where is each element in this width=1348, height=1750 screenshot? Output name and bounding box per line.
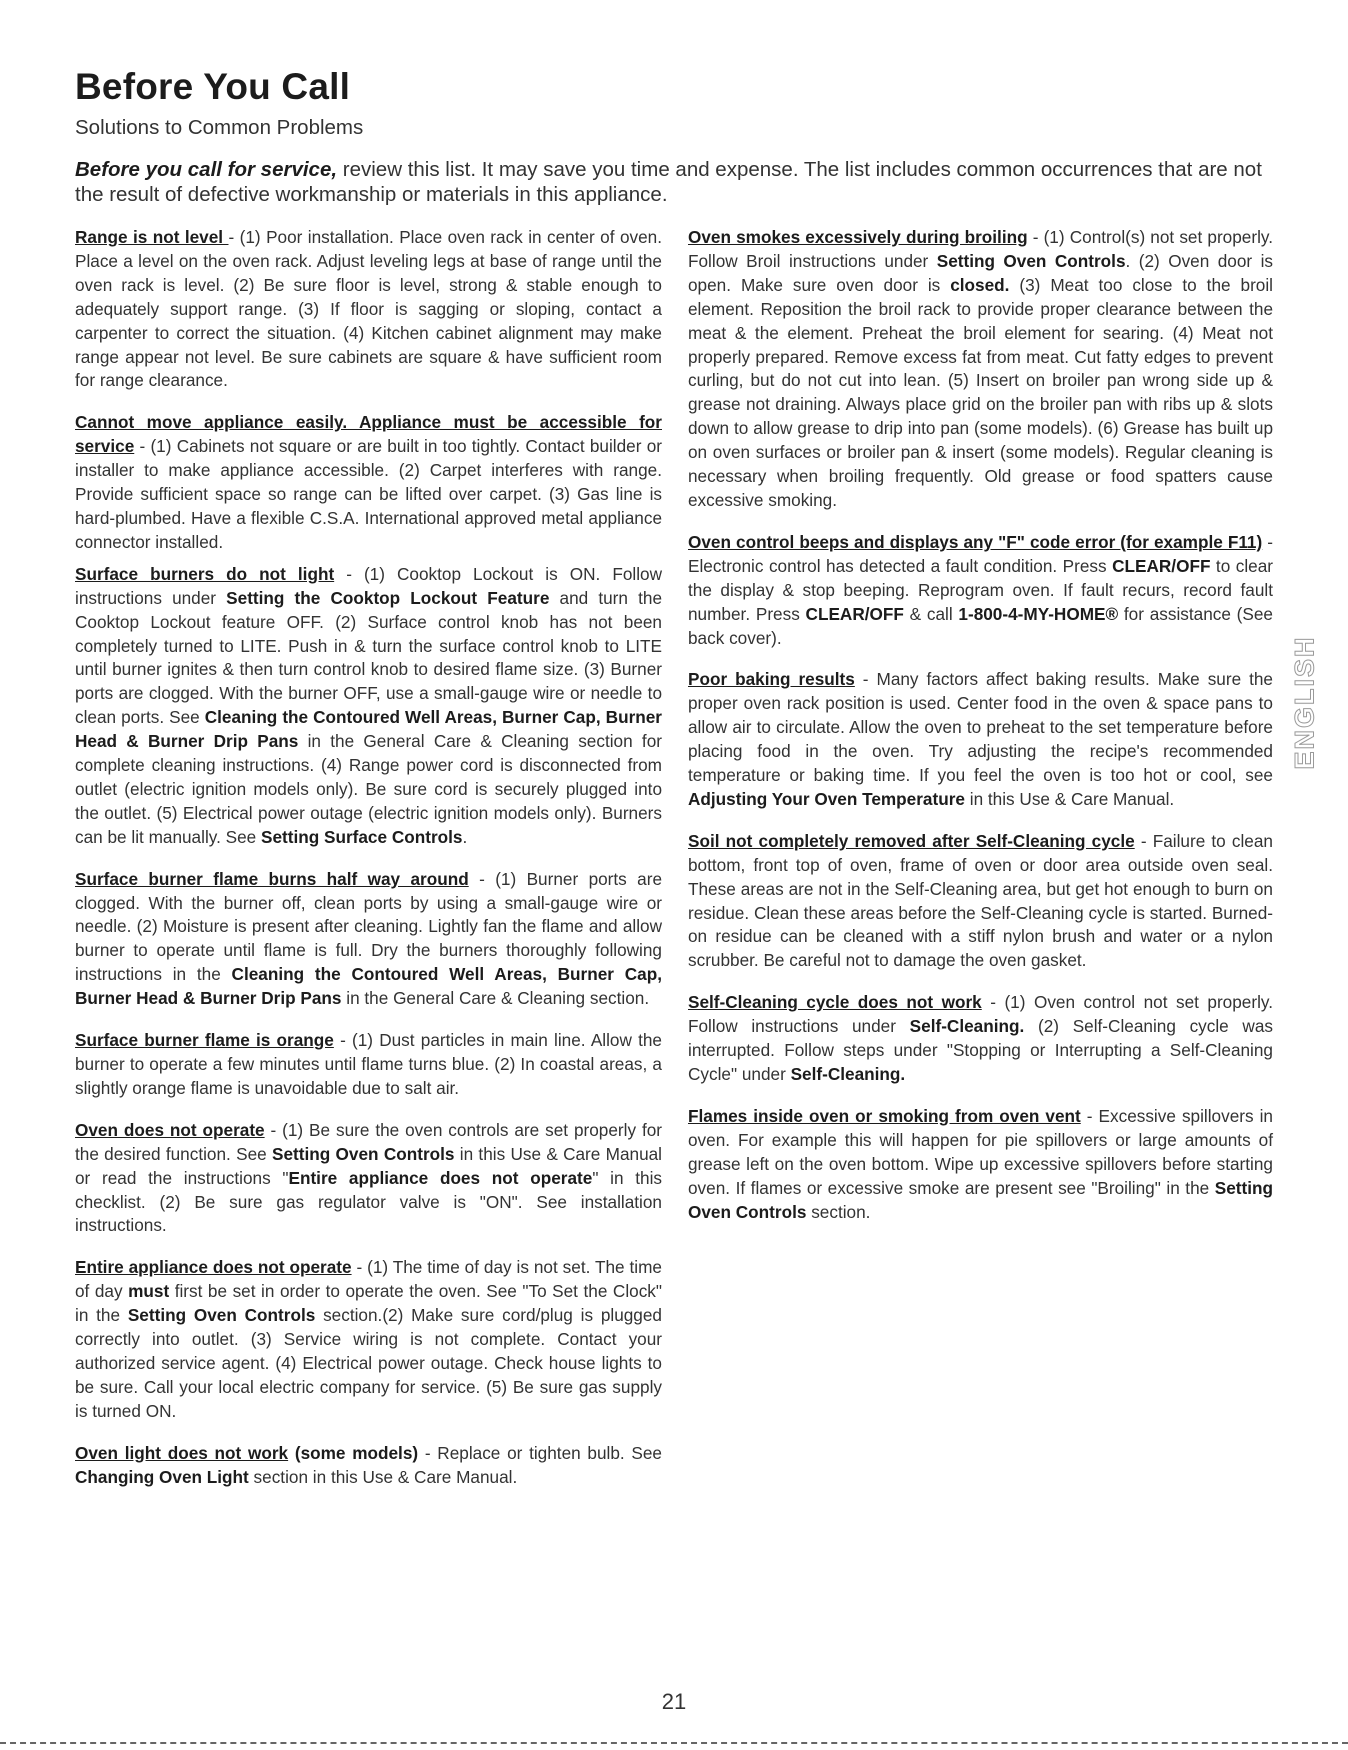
entry-text: in this Use & Care Manual or read the instructions " xyxy=(75,1143,662,1188)
entry-text: - (1) Burner ports are clogged. With the burner off, clean ports by using a small-gauge wire or needle. (2) Moisture is present after cleaning. Lightly fan the flame and allow burner to operate until flame is full. Dry the burners thoroughly following instructions in the xyxy=(75,868,662,985)
page-number: 21 xyxy=(661,1689,687,1714)
problem-heading: Surface burner flame is orange xyxy=(75,1030,334,1051)
troubleshooting-entry xyxy=(75,1256,662,1423)
bottom-divider xyxy=(0,1742,1348,1744)
bold-reference: CLEAR/OFF xyxy=(1112,555,1211,576)
entry-text: - Failure to clean bottom, front top of oven, frame of oven or door area outside oven seal. These areas are not in the Self-Cleaning area, but get hot enough to burn on residue. Clean these areas before the Self-Cleaning cycle is started. Burned-on residue can be cleaned with a stiff nylon brush and water or a nylon scrubber. Be careful not to damage the oven gasket. xyxy=(688,830,1273,971)
bold-reference: Entire appliance does not operate xyxy=(288,1167,593,1188)
entry-text: - (1) Control(s) not set properly. Follow Broil instructions under xyxy=(688,227,1273,271)
entry-text: - Replace or tighten bulb. See xyxy=(418,1442,662,1463)
intro-lead: Before you call for service, xyxy=(75,158,338,181)
entry-text: to clear the display & stop beeping. Reprogram oven. If fault recurs, record fault number. Press xyxy=(688,555,1274,624)
troubleshooting-entry xyxy=(75,226,662,393)
problem-heading: Oven light does not work xyxy=(75,1442,289,1463)
entry-text: in the General Care & Cleaning section. xyxy=(341,988,650,1009)
problem-heading: Oven smokes excessively during broiling xyxy=(688,227,1028,247)
bold-reference: Setting Oven Controls xyxy=(272,1143,455,1164)
entry-text: & call xyxy=(903,603,959,624)
problem-heading: Range is not level xyxy=(75,227,229,247)
troubleshooting-entry xyxy=(688,1105,1273,1225)
problem-heading: Poor baking results xyxy=(688,669,855,690)
troubleshooting-entry xyxy=(75,1442,662,1490)
entry-text: - Many factors affect baking results. Make sure the proper oven rack position is used. Center food in the oven & space pans to allow air to circulate. Allow the oven to preheat to the set temperature before placing food in the oven. Try adjusting the recipe's recommended temperature or baking time. If you feel the oven is too hot or cool, see xyxy=(688,669,1273,786)
bold-reference: Setting Oven Controls xyxy=(688,1177,1273,1222)
entry-text: - (1) Oven control not set properly. Follow instructions under xyxy=(688,992,1273,1037)
entry-text: . (2) Oven door is open. Make sure oven door is xyxy=(688,250,1273,295)
problem-heading: Entire appliance does not operate xyxy=(75,1257,352,1278)
entry-text: in this Use & Care Manual. xyxy=(964,788,1175,809)
intro-text: review this list. It may save you time and expense. The list includes common occurrences that are not the result of defective workmanship or materials in this appliance. xyxy=(75,158,1262,206)
entry-text: (2) Self-Cleaning cycle was interrupted. Follow steps under "Stopping or Interrupting a Self-Cleaning Cycle" under xyxy=(688,1016,1274,1084)
entry-text: - (1) The time of day is not set. The time of day xyxy=(75,1257,662,1302)
bold-reference: Cleaning the Contoured Well Areas, Burner Cap, Burner Head & Burner Drip Pans xyxy=(75,964,662,1009)
bold-reference: Cleaning the Contoured Well Areas, Burner Cap, Burner Head & Burner Drip Pans xyxy=(75,707,662,752)
bold-reference: CLEAR/OFF xyxy=(805,603,904,624)
problem-heading: Cannot move appliance easily. Appliance must be accessible for service xyxy=(75,412,662,457)
troubleshooting-entry xyxy=(688,226,1273,513)
troubleshooting-entry xyxy=(75,411,662,554)
troubleshooting-entry xyxy=(688,531,1273,651)
entry-text: - Electronic control has detected a fault condition. Press xyxy=(688,531,1274,576)
entry-text: for assistance (See back cover). xyxy=(688,603,1273,648)
entry-text: - (1) Be sure the oven controls are set properly for the desired function. See xyxy=(75,1119,663,1164)
entry-text: - (1) Dust particles in main line. Allow the burner to operate a few minutes until flame turns blue. (2) In coastal areas, a slightly orange flame is unavoidable due to salt air. xyxy=(75,1030,662,1098)
side-tab-label: ENGLISH xyxy=(1289,635,1320,770)
entry-text: section.(2) Make sure cord/plug is plugged correctly into outlet. (3) Service wiring is not complete. Contact your authorized service agent. (4) Electrical power outage. Check house lights to be sure. Call your local electric company for service. (5) Be sure gas supply is turned ON. xyxy=(75,1305,662,1421)
bold-reference: Adjusting Your Oven Temperature xyxy=(688,788,965,809)
troubleshooting-entry xyxy=(75,1029,662,1101)
troubleshooting-entry xyxy=(688,830,1273,973)
bold-reference: must xyxy=(128,1281,170,1302)
troubleshooting-entry xyxy=(75,868,662,1011)
problem-heading: Oven does not operate xyxy=(75,1119,265,1140)
bold-reference: (some models) xyxy=(288,1442,419,1463)
problem-heading: Flames inside oven or smoking from oven vent xyxy=(688,1105,1081,1126)
bold-reference: Setting the Cooktop Lockout Feature xyxy=(226,587,550,608)
entry-text: in the General Care & Cleaning section for complete cleaning instructions. (4) Range power cord is disconnected from outlet (electric ignition models only). Be sure cord is securely plugged into the outlet. (5) Electrical power outage (electric ignition models only). Burners can be lit manually. See xyxy=(75,731,662,847)
language-side-tab xyxy=(1290,620,1320,785)
entry-text: - (1) Poor installation. Place oven rack in center of oven. Place a level on the oven rack. Adjust leveling legs at base of range until the oven rack is level. (2) Be sure floor is level, strong & stable enough to adequately support range. (3) If floor is sagging or sloping, contact a carpenter to correct the situation. (4) Kitchen cabinet alignment may make range appear not level. Be sure cabinets are square & have sufficient room for range clearance. xyxy=(75,227,662,391)
right-column xyxy=(688,226,1273,1232)
problem-heading: Surface burner flame burns half way around xyxy=(75,868,469,889)
bold-reference: Setting Surface Controls xyxy=(260,826,463,847)
entry-text: first be set in order to operate the oven. See "To Set the Clock" in the xyxy=(75,1281,662,1326)
page-title: Before You Call xyxy=(75,66,351,107)
entry-text: - (1) Cooktop Lockout is ON. Follow instructions under xyxy=(75,563,662,608)
problem-heading: Surface burners do not light xyxy=(75,563,335,584)
intro-paragraph xyxy=(75,157,1285,207)
troubleshooting-entry xyxy=(688,668,1273,811)
entry-text: and turn the Cooktop Lockout feature OFF. (2) Surface control knob has not been completely turned to LITE. Push in & turn the surface control knob to LITE until burner ignites & then turn control knob to desired flame size. (3) Burner ports are clogged. With the burner OFF, use a small-gauge wire or needle to clean ports. See xyxy=(75,587,663,728)
problem-heading: Oven control beeps and displays any "F" code error (for example F11) xyxy=(688,531,1263,552)
entry-text: - (1) Cabinets not square or are built in too tightly. Contact builder or installer to make appliance accessible. (2) Carpet interferes with range. Provide sufficient space so range can be lifted over carpet. (3) Gas line is hard-plumbed. Have a flexible C.S.A. International approved metal appliance connector installed. xyxy=(75,436,662,552)
bold-reference: closed. xyxy=(950,274,1010,295)
entry-text: . xyxy=(462,826,468,847)
entry-text: section. xyxy=(806,1201,871,1222)
bold-reference: Self-Cleaning. xyxy=(909,1016,1025,1037)
troubleshooting-entry xyxy=(75,1119,662,1239)
bold-reference: Setting Oven Controls xyxy=(936,250,1126,271)
troubleshooting-entry xyxy=(688,991,1273,1087)
left-column xyxy=(75,226,662,1498)
bold-reference: Changing Oven Light xyxy=(75,1466,249,1487)
entry-text: section in this Use & Care Manual. xyxy=(248,1466,518,1487)
bold-reference: 1-800-4-MY-HOME® xyxy=(958,603,1119,624)
problem-heading: Self-Cleaning cycle does not work xyxy=(688,992,982,1013)
entry-text: (3) Meat too close to the broil element. Reposition the broil rack to provide proper clearance between the meat & the element. Preheat the broil element for searing. (4) Meat not properly prepared. Remove excess fat from meat. Cut fatty edges to prevent curling, but do not cut into lean. (5) Insert on broiler pan wrong side up & grease not draining. Always place grid on the broiler pan with ribs up & slots down to allow grease to drip into pan (some models). (6) Grease has built up on oven surfaces or broiler pan & insert (some models). Regular cleaning is necessary when broiling frequently. Old grease or food spatters cause excessive smoking. xyxy=(688,274,1273,510)
page-subtitle: Solutions to Common Problems xyxy=(75,116,364,139)
entry-text: " in this checklist. (2) Be sure gas regulator valve is "ON". See installation instructions. xyxy=(75,1167,662,1236)
bold-reference: Setting Oven Controls xyxy=(127,1305,316,1326)
problem-heading: Soil not completely removed after Self-Cleaning cycle xyxy=(688,830,1135,851)
entry-text: - Excessive spillovers in oven. For example this will happen for pie spillovers or large amounts of grease left on the oven bottom. Wipe up excessive spillovers before starting oven. If flames or excessive smoke are present see "Broiling" in the xyxy=(688,1105,1273,1198)
troubleshooting-entry xyxy=(75,563,662,850)
bold-reference: Self-Cleaning. xyxy=(790,1064,906,1084)
